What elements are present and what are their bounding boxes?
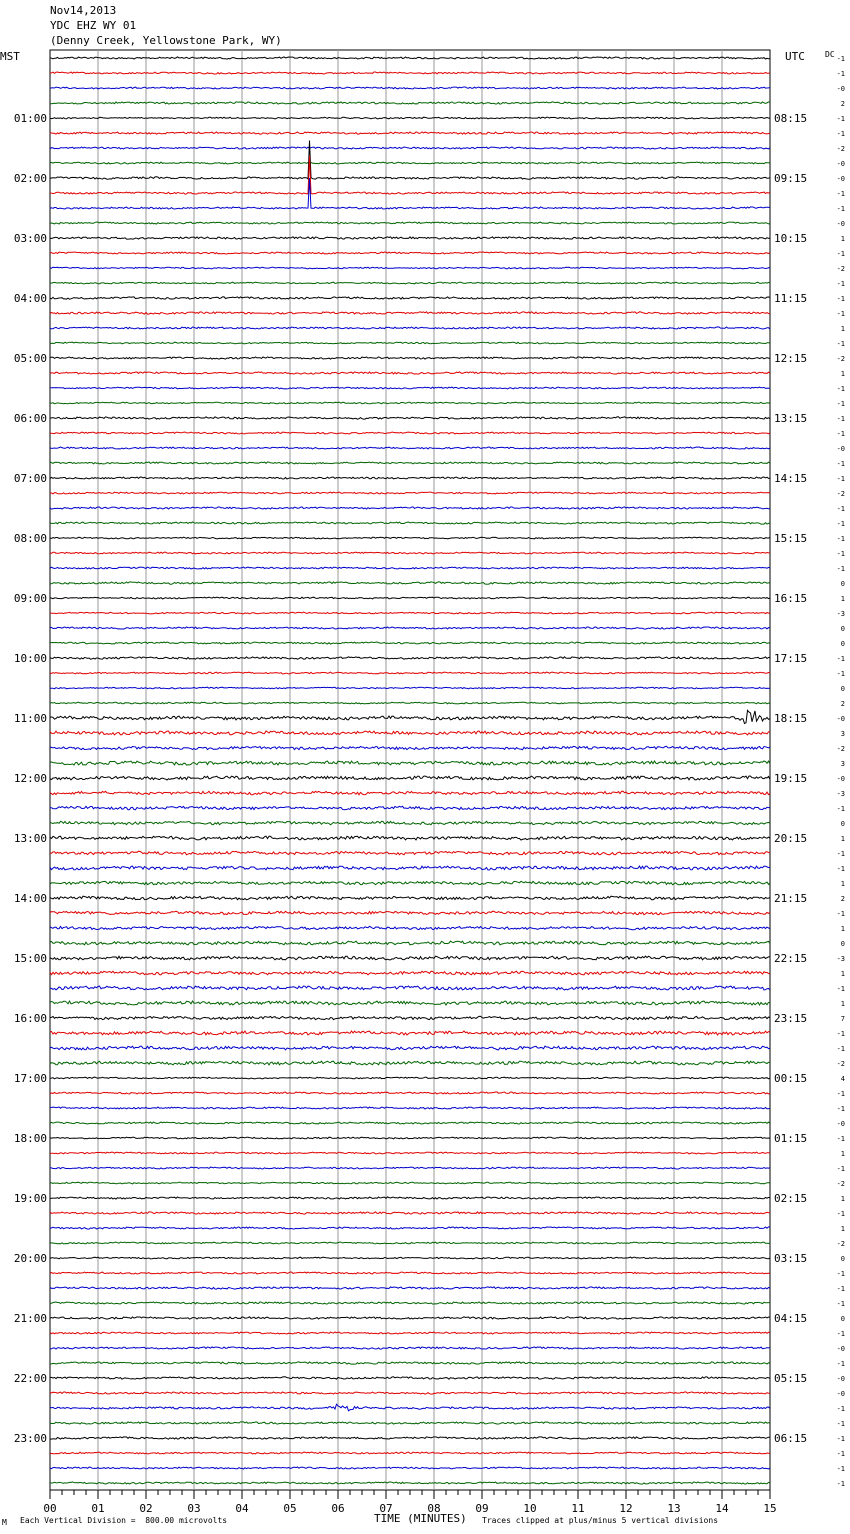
seismic-trace xyxy=(50,791,770,795)
mst-hour-label: 08:00 xyxy=(13,532,47,545)
seismic-trace xyxy=(50,582,770,584)
dc-offset-label: -0 xyxy=(836,85,845,93)
dc-offset-label: -1 xyxy=(836,1405,845,1413)
dc-offset-label: -1 xyxy=(836,1360,845,1368)
seismic-trace xyxy=(50,492,770,494)
dc-offset-label: -0 xyxy=(836,775,845,783)
seismic-trace xyxy=(50,357,770,359)
seismic-trace xyxy=(50,1122,770,1124)
station-code: YDC EHZ WY 01 xyxy=(50,19,137,32)
seismic-trace xyxy=(50,836,770,840)
dc-offset-label: -2 xyxy=(836,745,845,753)
utc-hour-label: 11:15 xyxy=(774,292,808,305)
utc-hour-label: 00:15 xyxy=(774,1072,808,1085)
dc-offset-label: -0 xyxy=(836,715,845,723)
dc-offset-label: 1 xyxy=(840,1150,845,1158)
dc-offset-label: 1 xyxy=(840,1000,845,1008)
dc-offset-label: -2 xyxy=(836,1240,845,1248)
dc-offset-label: -0 xyxy=(836,1345,845,1353)
dc-offset-label: -1 xyxy=(836,1480,845,1488)
mst-hour-label: 18:00 xyxy=(13,1132,47,1145)
seismic-trace xyxy=(50,1272,770,1274)
clip-note: Traces clipped at plus/minus 5 vertical divisions xyxy=(482,1516,719,1525)
utc-hour-label: 01:15 xyxy=(774,1132,808,1145)
dc-offset-label: 3 xyxy=(840,760,845,768)
seismic-trace xyxy=(50,117,770,119)
dc-offset-label: -1 xyxy=(836,1300,845,1308)
dc-offset-label: -1 xyxy=(836,1270,845,1278)
x-tick-label: 03 xyxy=(187,1502,201,1515)
division-note: Each Vertical Division = 800.00 microvolts xyxy=(20,1516,228,1525)
dc-offset-label: -1 xyxy=(836,205,845,213)
dc-offset-label: -1 xyxy=(836,400,845,408)
dc-offset-label: -1 xyxy=(836,70,845,78)
dc-offset-label: 1 xyxy=(840,835,845,843)
seismic-trace xyxy=(50,672,770,674)
station-location: (Denny Creek, Yellowstone Park, WY) xyxy=(50,34,282,47)
utc-hour-label: 04:15 xyxy=(774,1312,808,1325)
seismic-trace xyxy=(50,237,770,239)
seismic-trace xyxy=(50,1107,770,1109)
dc-offset-label: -1 xyxy=(836,1135,845,1143)
dc-offset-label: -1 xyxy=(836,1105,845,1113)
dc-offset-label: -1 xyxy=(836,115,845,123)
seismic-trace xyxy=(50,387,770,389)
seismic-trace xyxy=(50,537,770,539)
dc-offset-label: 0 xyxy=(840,640,845,648)
seismic-trace xyxy=(50,806,770,810)
utc-hour-label: 16:15 xyxy=(774,592,808,605)
mst-hour-label: 17:00 xyxy=(13,1072,47,1085)
seismic-trace xyxy=(50,417,770,419)
dc-offset-label: -2 xyxy=(836,265,845,273)
x-tick-label: 05 xyxy=(283,1502,297,1515)
seismic-trace xyxy=(50,1377,770,1379)
utc-hour-label: 15:15 xyxy=(774,532,808,545)
dc-offset-label: 0 xyxy=(840,580,845,588)
mst-hour-label: 20:00 xyxy=(13,1252,47,1265)
utc-hour-label: 05:15 xyxy=(774,1372,808,1385)
seismic-trace xyxy=(50,896,770,900)
utc-hour-label: 21:15 xyxy=(774,892,808,905)
dc-offset-label: -1 xyxy=(836,190,845,198)
seismic-trace xyxy=(50,87,770,89)
seismic-trace xyxy=(50,132,770,134)
seismic-trace xyxy=(50,1467,770,1469)
dc-offset-label: -1 xyxy=(836,460,845,468)
seismic-trace xyxy=(50,1332,770,1334)
seismic-trace xyxy=(50,1182,770,1184)
dc-label: DC xyxy=(825,50,835,59)
seismic-trace xyxy=(50,971,770,975)
dc-offset-label: 1 xyxy=(840,970,845,978)
mst-hour-label: 12:00 xyxy=(13,772,47,785)
seismic-trace xyxy=(50,72,770,74)
dc-offset-label: 2 xyxy=(840,895,845,903)
mst-hour-label: 03:00 xyxy=(13,232,47,245)
mst-hour-label: 23:00 xyxy=(13,1432,47,1445)
x-axis-label: TIME (MINUTES) xyxy=(374,1512,467,1525)
mst-hour-label: 22:00 xyxy=(13,1372,47,1385)
dc-offset-label: -2 xyxy=(836,145,845,153)
seismic-trace xyxy=(50,1302,770,1304)
seismic-trace xyxy=(50,57,770,59)
x-tick-label: 11 xyxy=(571,1502,585,1515)
seismic-trace xyxy=(50,1437,770,1439)
seismic-trace xyxy=(50,1242,770,1244)
seismic-trace xyxy=(50,1001,770,1005)
seismic-trace xyxy=(50,1031,770,1035)
mst-hour-label: 01:00 xyxy=(13,112,47,125)
seismic-trace xyxy=(50,447,770,449)
dc-offset-label: -1 xyxy=(836,550,845,558)
x-tick-label: 00 xyxy=(43,1502,57,1515)
dc-offset-label: -1 xyxy=(836,805,845,813)
seismic-trace xyxy=(50,567,770,569)
dc-offset-label: -3 xyxy=(836,955,845,963)
dc-offset-label: -1 xyxy=(836,505,845,513)
x-tick-label: 09 xyxy=(475,1502,489,1515)
plot-frame xyxy=(50,50,770,1490)
seismic-trace xyxy=(50,1137,770,1139)
seismic-trace xyxy=(50,252,770,254)
seismic-trace xyxy=(50,1317,770,1319)
seismic-trace xyxy=(50,522,770,524)
seismic-trace xyxy=(50,1347,770,1349)
utc-hour-label: 22:15 xyxy=(774,952,808,965)
seismic-trace xyxy=(50,462,770,464)
seismic-trace xyxy=(50,642,770,644)
dc-offset-label: -3 xyxy=(836,610,845,618)
dc-offset-label: -2 xyxy=(836,1180,845,1188)
utc-hour-label: 08:15 xyxy=(774,112,808,125)
mst-hour-label: 02:00 xyxy=(13,172,47,185)
mst-hour-label: 04:00 xyxy=(13,292,47,305)
dc-offset-label: -1 xyxy=(836,295,845,303)
seismic-trace xyxy=(50,1046,770,1050)
dc-offset-label: -1 xyxy=(836,520,845,528)
dc-offset-label: -1 xyxy=(836,1045,845,1053)
mst-hour-label: 07:00 xyxy=(13,472,47,485)
dc-offset-label: -1 xyxy=(836,1165,845,1173)
seismic-trace xyxy=(50,1452,770,1454)
seismic-trace xyxy=(50,1016,770,1019)
dc-offset-label: 0 xyxy=(840,940,845,948)
dc-offset-label: 0 xyxy=(840,625,845,633)
dc-offset-label: -1 xyxy=(836,250,845,258)
seismic-trace xyxy=(50,710,770,723)
seismic-trace xyxy=(50,1197,770,1199)
seismic-trace xyxy=(50,162,770,164)
dc-offset-label: -1 xyxy=(836,385,845,393)
x-tick-label: 13 xyxy=(667,1502,681,1515)
dc-offset-label: -1 xyxy=(836,655,845,663)
utc-hour-label: 14:15 xyxy=(774,472,808,485)
x-tick-label: 04 xyxy=(235,1502,249,1515)
dc-offset-label: 1 xyxy=(840,325,845,333)
seismic-trace xyxy=(50,1404,770,1411)
seismic-trace xyxy=(50,627,770,629)
dc-offset-label: -1 xyxy=(836,985,845,993)
seismic-trace xyxy=(50,687,770,689)
seismic-trace xyxy=(50,327,770,329)
dc-offset-label: -1 xyxy=(836,130,845,138)
dc-offset-label: -0 xyxy=(836,160,845,168)
seismic-trace xyxy=(50,141,770,180)
mst-hour-label: 10:00 xyxy=(13,652,47,665)
dc-offset-label: -1 xyxy=(836,1420,845,1428)
dc-offset-label: -1 xyxy=(836,1030,845,1038)
dc-offset-label: 2 xyxy=(840,700,845,708)
utc-hour-label: 10:15 xyxy=(774,232,808,245)
seismic-trace xyxy=(50,267,770,269)
dc-offset-label: 1 xyxy=(840,925,845,933)
dc-offset-label: -0 xyxy=(836,445,845,453)
dc-offset-label: -0 xyxy=(836,175,845,183)
seismic-trace xyxy=(50,941,770,945)
dc-offset-label: 1 xyxy=(840,370,845,378)
dc-offset-label: -0 xyxy=(836,220,845,228)
dc-offset-label: 0 xyxy=(840,1255,845,1263)
seismic-trace xyxy=(50,731,770,735)
dc-offset-label: 1 xyxy=(840,235,845,243)
seismic-trace xyxy=(50,372,770,374)
x-tick-label: 02 xyxy=(139,1502,153,1515)
dc-offset-label: -1 xyxy=(836,670,845,678)
x-tick-label: 07 xyxy=(379,1502,393,1515)
seismic-trace xyxy=(50,1227,770,1229)
seismic-trace xyxy=(50,432,770,434)
seismic-trace xyxy=(50,597,770,599)
dc-offset-label: -1 xyxy=(836,280,845,288)
utc-hour-label: 02:15 xyxy=(774,1192,808,1205)
dc-offset-label: -1 xyxy=(836,1090,845,1098)
seismic-trace xyxy=(50,156,770,195)
utc-hour-label: 23:15 xyxy=(774,1012,808,1025)
dc-offset-label: -1 xyxy=(836,1465,845,1473)
dc-offset-label: 4 xyxy=(840,1075,845,1083)
dc-offset-label: -1 xyxy=(836,535,845,543)
seismic-trace xyxy=(50,102,770,104)
dc-offset-label: 7 xyxy=(840,1015,845,1023)
seismic-trace xyxy=(50,986,770,990)
plot-date: Nov14,2013 xyxy=(50,4,117,17)
dc-offset-label: -3 xyxy=(836,790,845,798)
seismic-trace xyxy=(50,1061,770,1065)
utc-hour-label: 18:15 xyxy=(774,712,808,725)
seismic-trace xyxy=(50,282,770,284)
x-tick-label: 06 xyxy=(331,1502,345,1515)
dc-offset-label: 0 xyxy=(840,685,845,693)
mst-hour-label: 05:00 xyxy=(13,352,47,365)
utc-hour-label: 12:15 xyxy=(774,352,808,365)
dc-offset-label: -1 xyxy=(836,1330,845,1338)
corner-mark: M xyxy=(2,1518,7,1527)
seismic-trace xyxy=(50,477,770,479)
seismic-trace xyxy=(50,342,770,344)
dc-offset-label: -1 xyxy=(836,430,845,438)
x-tick-label: 14 xyxy=(715,1502,729,1515)
right-timezone-label: UTC xyxy=(785,50,805,63)
dc-offset-label: -2 xyxy=(836,355,845,363)
seismic-trace xyxy=(50,222,770,224)
seismic-trace xyxy=(50,612,770,614)
seismic-trace xyxy=(50,1287,770,1289)
utc-hour-label: 20:15 xyxy=(774,832,808,845)
seismic-trace xyxy=(50,926,770,929)
mst-hour-label: 15:00 xyxy=(13,952,47,965)
dc-offset-label: -1 xyxy=(836,415,845,423)
seismic-trace xyxy=(50,1092,770,1094)
mst-hour-label: 21:00 xyxy=(13,1312,47,1325)
seismic-trace xyxy=(50,956,770,960)
dc-offset-label: -1 xyxy=(836,1210,845,1218)
seismic-trace xyxy=(50,297,770,299)
mst-hour-label: 19:00 xyxy=(13,1192,47,1205)
seismic-trace xyxy=(50,657,770,659)
utc-hour-label: 06:15 xyxy=(774,1432,808,1445)
mst-hour-label: 06:00 xyxy=(13,412,47,425)
seismic-trace xyxy=(50,1482,770,1484)
utc-hour-label: 03:15 xyxy=(774,1252,808,1265)
seismic-trace xyxy=(50,147,770,149)
dc-offset-label: -1 xyxy=(836,910,845,918)
dc-offset-label: -1 xyxy=(836,340,845,348)
utc-hour-label: 13:15 xyxy=(774,412,808,425)
dc-offset-label: -0 xyxy=(836,1120,845,1128)
mst-hour-label: 11:00 xyxy=(13,712,47,725)
utc-hour-label: 09:15 xyxy=(774,172,808,185)
dc-offset-label: 2 xyxy=(840,100,845,108)
seismic-trace xyxy=(50,1257,770,1259)
seismic-trace xyxy=(50,881,770,885)
dc-offset-label: -1 xyxy=(836,1285,845,1293)
x-tick-label: 01 xyxy=(91,1502,105,1515)
seismic-trace xyxy=(50,761,770,765)
seismic-trace xyxy=(50,1362,770,1364)
left-timezone-label: MST xyxy=(0,50,20,63)
dc-offset-label: -1 xyxy=(836,475,845,483)
seismic-trace xyxy=(50,1077,770,1079)
seismic-trace xyxy=(50,1422,770,1424)
seismic-trace xyxy=(50,1167,770,1169)
seismic-trace xyxy=(50,312,770,314)
seismic-trace xyxy=(50,776,770,780)
utc-hour-label: 17:15 xyxy=(774,652,808,665)
dc-offset-label: -0 xyxy=(836,1390,845,1398)
seismic-trace xyxy=(50,911,770,915)
x-tick-label: 10 xyxy=(523,1502,537,1515)
x-tick-label: 15 xyxy=(763,1502,777,1515)
dc-offset-label: -2 xyxy=(836,490,845,498)
dc-offset-label: -1 xyxy=(836,850,845,858)
dc-offset-label: -1 xyxy=(836,565,845,573)
dc-offset-label: -1 xyxy=(836,310,845,318)
seismic-trace xyxy=(50,702,770,704)
seismic-trace xyxy=(50,507,770,509)
dc-offset-label: -1 xyxy=(836,1435,845,1443)
dc-offset-label: 0 xyxy=(840,1315,845,1323)
x-tick-label: 12 xyxy=(619,1502,633,1515)
dc-offset-label: 1 xyxy=(840,1225,845,1233)
seismic-trace xyxy=(50,552,770,554)
seismic-trace xyxy=(50,1392,770,1394)
mst-hour-label: 16:00 xyxy=(13,1012,47,1025)
seismic-trace xyxy=(50,851,770,855)
seismic-trace xyxy=(50,746,770,749)
dc-offset-label: -2 xyxy=(836,1060,845,1068)
x-tick-label: 08 xyxy=(427,1502,441,1515)
dc-offset-label: -1 xyxy=(836,865,845,873)
mst-hour-label: 14:00 xyxy=(13,892,47,905)
seismic-trace xyxy=(50,1212,770,1214)
mst-hour-label: 09:00 xyxy=(13,592,47,605)
mst-hour-label: 13:00 xyxy=(13,832,47,845)
dc-offset-label: -1 xyxy=(836,55,845,63)
seismic-trace xyxy=(50,821,770,824)
dc-offset-label: 1 xyxy=(840,880,845,888)
dc-offset-label: -0 xyxy=(836,1375,845,1383)
dc-offset-label: 3 xyxy=(840,730,845,738)
dc-offset-label: 1 xyxy=(840,1195,845,1203)
seismic-trace xyxy=(50,1152,770,1154)
seismic-trace xyxy=(50,402,770,404)
dc-offset-label: 0 xyxy=(840,820,845,828)
utc-hour-label: 19:15 xyxy=(774,772,808,785)
seismic-trace xyxy=(50,866,770,870)
dc-offset-label: -1 xyxy=(836,1450,845,1458)
dc-offset-label: 1 xyxy=(840,595,845,603)
